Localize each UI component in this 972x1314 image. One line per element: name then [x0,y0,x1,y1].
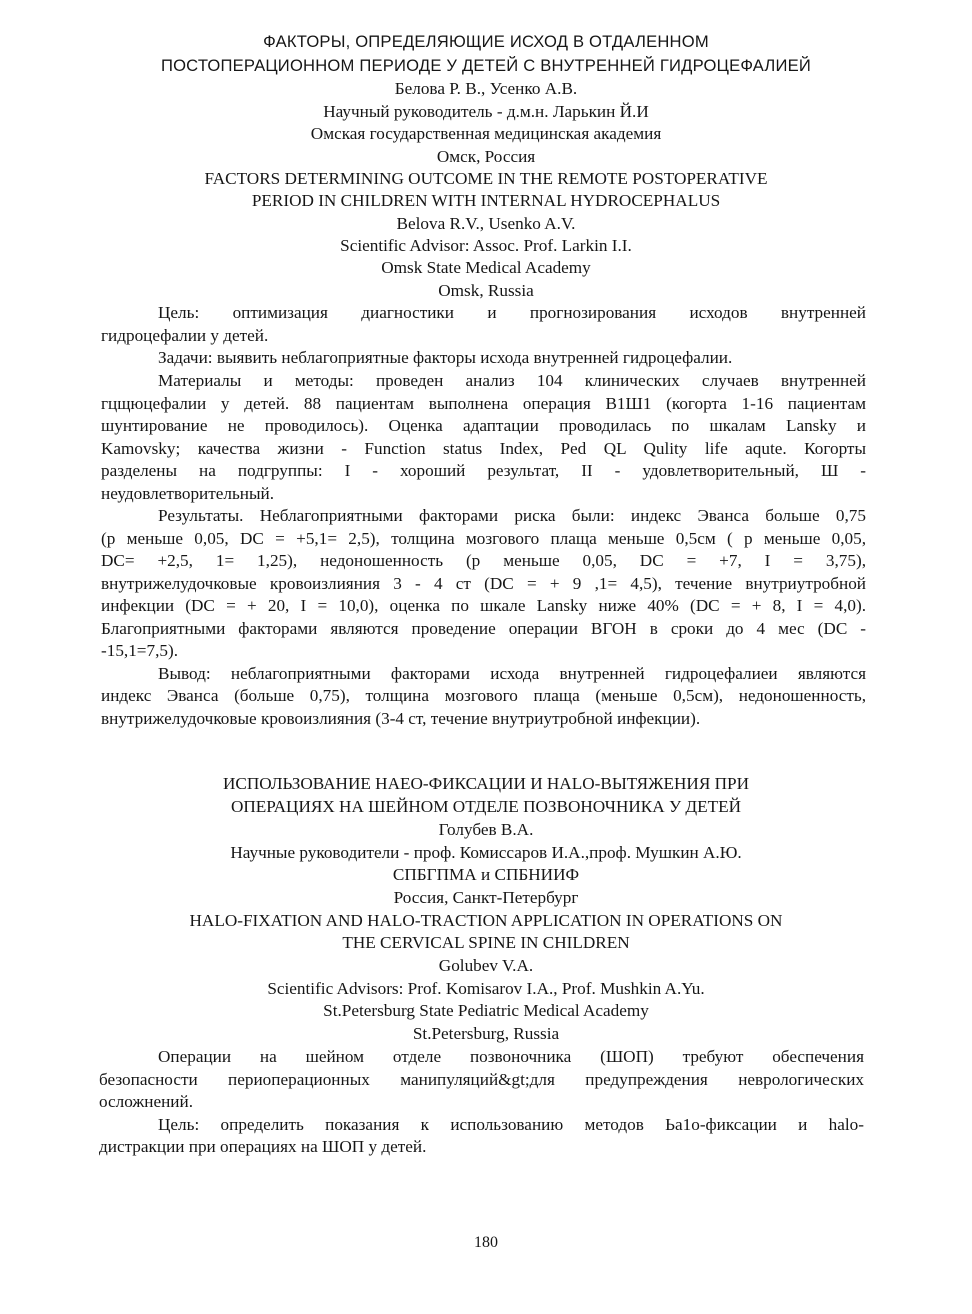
abstract1-body-line: внутрижелудочковые кровоизлияния (3-4 ст, течение внутриутробной инфекции). [101,709,701,728]
abstract1-title-line-2: ПОСТОПЕРАЦИОННОМ ПЕРИОДЕ У ДЕТЕЙ С ВНУТРЕННЕЙ ГИДРОЦЕФАЛИЕЙ [160,56,812,75]
abstract1-body-line: Благоприятными факторами являются проведение операции ВГОН в сроки до 4 мес (DC - [101,619,866,638]
abstract2-title-line-1: ИСПОЛЬЗОВАНИЕ НАЕО-ФИКСАЦИИ И HALO-ВЫТЯЖЕНИЯ ПРИ [223,774,749,793]
abstract1-institution: Омская государственная медицинская академия [310,124,662,143]
abstract2-authors-en: Golubev V.A. [438,956,534,975]
abstract1-advisor: Научный руководитель - д.м.н. Ларькин Й.И [323,102,649,121]
abstract2-title-line-2: ОПЕРАЦИЯХ НА ШЕЙНОМ ОТДЕЛЕ ПОЗВОНОЧНИКА У ДЕТЕЙ [230,797,742,816]
abstract2-body-line: осложнений. [99,1092,193,1111]
abstract2-body-line: безопасности периоперационных манипуляций&gt;для предупреждения неврологических [99,1070,864,1089]
abstract2-title-en-line-2: THE CERVICAL SPINE IN CHILDREN [342,933,630,952]
abstract1-body-line: шунтирование не проводилось). Оценка адаптации проводилась по шкалам Lansky и [101,416,866,435]
abstract1-advisor-en: Scientific Advisor: Assoc. Prof. Larkin I.I. [340,236,632,255]
abstract1-location: Омск, Россия [436,147,536,166]
abstract1-body-line: гцщюцефалии у детей. 88 пациентам выполнена операция В1Ш1 (когорта 1-16 пациентам [101,394,866,413]
abstract1-body-line: индекс Эванса (больше 0,75), толщина мозгового плаща (меньше 0,5см), недоношенность, [101,686,866,705]
abstract1-authors: Белова Р. В., Усенко А.В. [394,79,578,98]
abstract2-authors: Голубев В.А. [438,820,534,839]
abstract1-body-line: неудовлетворительный. [101,484,275,503]
abstract1-title-en-line-2: PERIOD IN CHILDREN WITH INTERNAL HYDROCEPHALUS [251,191,721,210]
abstract1-body-line: разделены на подгруппы: I - хороший результат, II - удовлетворительный, Ш - [101,461,866,480]
page-number: 180 [474,1234,498,1251]
abstract1-title-en-line-1: FACTORS DETERMINING OUTCOME IN THE REMOTE POSTOPERATIVE [204,169,768,188]
abstract1-body-line: Результаты. Неблагоприятными факторами риска были: индекс Эванса больше 0,75 [158,506,866,525]
abstract1-body-line: Материалы и методы: проведен анализ 104 клинических случаев внутренней [158,371,866,390]
abstract1-location-en: Omsk, Russia [438,281,534,300]
abstract1-institution-en: Omsk State Medical Academy [381,258,591,277]
abstract2-institution: СПБГПМА и СПБНИИФ [392,865,580,884]
abstract1-body-line: (р меньше 0,05, DC = +5,1= 2,5), толщина мозгового плаща меньше 0,5см ( р меньше 0,05, [101,529,866,548]
abstract2-location-en: St.Petersburg, Russia [412,1024,560,1043]
abstract2-body-line: дистракции при операциях на ШОП у детей. [99,1137,427,1156]
abstract1-body-line: Вывод: неблагоприятными факторами исхода внутренней гидроцефалиеи являются [158,664,866,683]
abstract1-body-line: Задачи: выявить неблагоприятные факторы исхода внутренней гидроцефалии. [158,348,733,367]
abstract1-body-line: гидроцефалии у детей. [101,326,269,345]
abstract1-body-line: внутрижелудочковые кровоизлияния 3 - 4 ст (DC = + 9 ,1= 4,5), течение внутриутробной [101,574,866,593]
abstract2-body-line: Цель: определить показания к использованию методов Ьа1о-фиксации и halo- [158,1115,864,1134]
abstract1-body-line: инфекции (DC = + 20, I = 10,0), оценка по шкале Lansky ниже 40% (DC = + 8, I = 4,0). [101,596,866,615]
abstract2-body-line: Операции на шейном отделе позвоночника (ШОП) требуют обеспечения [158,1047,864,1066]
abstract2-advisor: Научные руководители - проф. Комиссаров И.А.,проф. Мушкин А.Ю. [230,843,742,862]
abstract1-body-line: Kamovsky; качества жизни - Function status Index, Ped QL Qulity life aqute. Когорты [101,439,866,458]
abstract1-body-line: DC= +2,5, 1= 1,25), недоношенность (р меньше 0,05, DC = +7, I = 3,75), [101,551,866,570]
abstract1-authors-en: Belova R.V., Usenko A.V. [396,214,576,233]
abstract1-body-line: -15,1=7,5). [101,641,178,660]
abstract2-institution-en: St.Petersburg State Pediatric Medical Academy [323,1001,649,1020]
abstract2-advisor-en: Scientific Advisors: Prof. Komisarov I.A., Prof. Mushkin A.Yu. [267,979,705,998]
abstract2-title-en-line-1: HALO-FIXATION AND HALO-TRACTION APPLICATION IN OPERATIONS ON [189,911,783,930]
abstract1-body-line: Цель: оптимизация диагностики и прогнозирования исходов внутренней [158,303,866,322]
abstract1-title-line-1: ФАКТОРЫ, ОПРЕДЕЛЯЮЩИЕ ИСХОД В ОТДАЛЕННОМ [263,32,709,51]
abstract2-location: Россия, Санкт-Петербург [393,888,579,907]
